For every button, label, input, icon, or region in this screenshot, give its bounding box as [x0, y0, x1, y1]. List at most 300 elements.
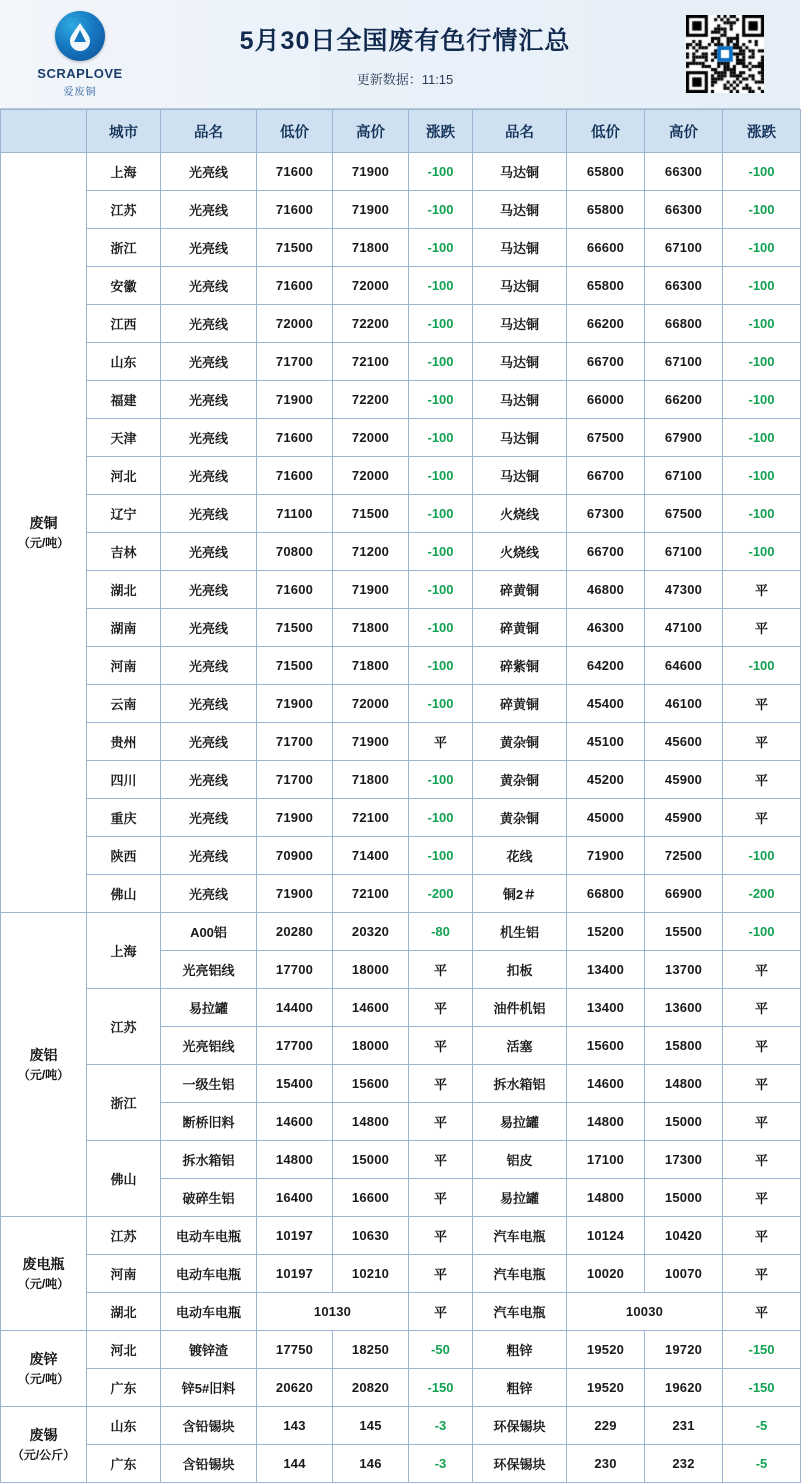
- cell-product-1: 光亮线: [161, 457, 257, 495]
- cell-change-1: -100: [409, 799, 473, 837]
- cell-product-2: 碎黄铜: [473, 609, 567, 647]
- cell-low-1: 71500: [257, 609, 333, 647]
- cell-change-1: 平: [409, 1027, 473, 1065]
- cell-low-1: 72000: [257, 305, 333, 343]
- cell-high-2: 19720: [645, 1331, 723, 1369]
- cell-change-1: -100: [409, 685, 473, 723]
- cell-change-2: -100: [723, 191, 801, 229]
- cell-product-2: 粗锌: [473, 1331, 567, 1369]
- cell-change-2: -200: [723, 875, 801, 913]
- cell-city: 广东: [87, 1445, 161, 1483]
- cell-high-2: 13700: [645, 951, 723, 989]
- cell-change-2: 平: [723, 951, 801, 989]
- cell-low-2: 45400: [567, 685, 645, 723]
- cell-product-1: 含铅锡块: [161, 1407, 257, 1445]
- cell-low-2: 66700: [567, 343, 645, 381]
- cell-product-2: 油件机铝: [473, 989, 567, 1027]
- cell-low-1: 71900: [257, 799, 333, 837]
- cell-change-2: -100: [723, 343, 801, 381]
- cell-low-1: 70800: [257, 533, 333, 571]
- table-row: [1, 1445, 801, 1483]
- cell-city: 湖南: [87, 609, 161, 647]
- cell-change-2: -100: [723, 457, 801, 495]
- cell-low-2: 66700: [567, 457, 645, 495]
- cell-city: 四川: [87, 761, 161, 799]
- cell-low-1: 16400: [257, 1179, 333, 1217]
- header-high-1: 高价: [333, 110, 409, 153]
- cell-high-2: 66800: [645, 305, 723, 343]
- header-group: [1, 110, 87, 153]
- cell-product-2: 铜2＃: [473, 875, 567, 913]
- cell-low-1: 14600: [257, 1103, 333, 1141]
- table-row: [1, 723, 801, 761]
- cell-change-2: -5: [723, 1407, 801, 1445]
- cell-high-1: 72100: [333, 875, 409, 913]
- cell-high-1: 72000: [333, 267, 409, 305]
- cell-product-1: 易拉罐: [161, 989, 257, 1027]
- cell-change-2: -150: [723, 1331, 801, 1369]
- cell-low-2: 65800: [567, 267, 645, 305]
- table-row: [1, 1141, 801, 1179]
- cell-change-2: 平: [723, 1293, 801, 1331]
- cell-city: 陕西: [87, 837, 161, 875]
- cell-low-1: 71600: [257, 267, 333, 305]
- cell-product-2: 马达铜: [473, 381, 567, 419]
- cell-change-2: 平: [723, 1103, 801, 1141]
- cell-low-1: 71900: [257, 381, 333, 419]
- cell-low-2: 15200: [567, 913, 645, 951]
- cell-change-1: -200: [409, 875, 473, 913]
- cell-product-2: 粗锌: [473, 1369, 567, 1407]
- droplet-logo-icon: [55, 11, 105, 61]
- cell-product-2: 黄杂铜: [473, 799, 567, 837]
- cell-city: 山东: [87, 1407, 161, 1445]
- cell-high-2: 45900: [645, 799, 723, 837]
- table-body: [1, 153, 801, 1483]
- brand-name: SCRAPLOVE: [37, 65, 123, 81]
- cell-change-1: -100: [409, 495, 473, 533]
- cell-product-1: 镀锌渣: [161, 1331, 257, 1369]
- cell-change-2: 平: [723, 1027, 801, 1065]
- cell-city: 浙江: [87, 229, 161, 267]
- page-title: 5月30日全国废有色行情汇总: [239, 26, 571, 55]
- cell-product-1: 光亮铝线: [161, 1027, 257, 1065]
- cell-high-1: 71900: [333, 153, 409, 191]
- cell-low-2: 67300: [567, 495, 645, 533]
- cell-city: 山东: [87, 343, 161, 381]
- cell-city: 江苏: [87, 191, 161, 229]
- cell-product-1: 光亮线: [161, 799, 257, 837]
- cell-change-2: 平: [723, 685, 801, 723]
- cell-product-1: 光亮线: [161, 761, 257, 799]
- cell-high-2: 67100: [645, 533, 723, 571]
- cell-high-1: 71500: [333, 495, 409, 533]
- cell-low-1: 20280: [257, 913, 333, 951]
- cell-high-2: 66300: [645, 153, 723, 191]
- cell-product-1: 电动车电瓶: [161, 1217, 257, 1255]
- cell-low-1: 71100: [257, 495, 333, 533]
- cell-product-2: 铝皮: [473, 1141, 567, 1179]
- cell-low-2: 66200: [567, 305, 645, 343]
- cell-change-1: -100: [409, 761, 473, 799]
- cell-high-1: 71800: [333, 761, 409, 799]
- header-low-1: 低价: [257, 110, 333, 153]
- cell-product-1: 光亮线: [161, 381, 257, 419]
- cell-product-2: 碎黄铜: [473, 571, 567, 609]
- cell-city: 佛山: [87, 875, 161, 913]
- cell-product-1: 光亮线: [161, 191, 257, 229]
- cell-product-2: 环保锡块: [473, 1407, 567, 1445]
- cell-low-2: 230: [567, 1445, 645, 1483]
- cell-change-2: -100: [723, 495, 801, 533]
- title-block: [160, 21, 650, 88]
- cell-change-1: -100: [409, 647, 473, 685]
- cell-change-1: -150: [409, 1369, 473, 1407]
- cell-city: 云南: [87, 685, 161, 723]
- cell-low-2: 66000: [567, 381, 645, 419]
- row-group-label: 废铜 （元/吨）: [1, 153, 87, 913]
- cell-high-2: 10070: [645, 1255, 723, 1293]
- cell-change-2: 平: [723, 799, 801, 837]
- cell-city: 福建: [87, 381, 161, 419]
- table-row: [1, 761, 801, 799]
- table-row: [1, 1407, 801, 1445]
- cell-city: 河北: [87, 1331, 161, 1369]
- cell-high-1: 72200: [333, 305, 409, 343]
- cell-product-1: 电动车电瓶: [161, 1255, 257, 1293]
- cell-low-1: 144: [257, 1445, 333, 1483]
- cell-high-1: 72000: [333, 457, 409, 495]
- table-row: [1, 1331, 801, 1369]
- cell-high-2: 45900: [645, 761, 723, 799]
- cell-change-2: 平: [723, 1141, 801, 1179]
- cell-product-2: 马达铜: [473, 267, 567, 305]
- cell-city: 佛山: [87, 1141, 161, 1217]
- cell-product-1: 破碎生铝: [161, 1179, 257, 1217]
- table-row: [1, 305, 801, 343]
- table-row: [1, 1217, 801, 1255]
- cell-high-1: 72100: [333, 799, 409, 837]
- cell-city: 贵州: [87, 723, 161, 761]
- cell-low-2: 66800: [567, 875, 645, 913]
- cell-price-1: 10130: [257, 1293, 409, 1331]
- cell-high-1: 71200: [333, 533, 409, 571]
- cell-product-2: 马达铜: [473, 229, 567, 267]
- cell-high-1: 71800: [333, 609, 409, 647]
- cell-high-2: 15000: [645, 1179, 723, 1217]
- cell-change-2: -100: [723, 533, 801, 571]
- cell-change-2: 平: [723, 989, 801, 1027]
- cell-high-1: 72200: [333, 381, 409, 419]
- cell-low-1: 71600: [257, 457, 333, 495]
- cell-city: 河南: [87, 1255, 161, 1293]
- cell-low-2: 71900: [567, 837, 645, 875]
- cell-low-2: 13400: [567, 989, 645, 1027]
- cell-high-2: 46100: [645, 685, 723, 723]
- cell-low-1: 15400: [257, 1065, 333, 1103]
- cell-high-1: 14600: [333, 989, 409, 1027]
- cell-high-2: 14800: [645, 1065, 723, 1103]
- cell-product-2: 碎紫铜: [473, 647, 567, 685]
- cell-high-2: 67100: [645, 229, 723, 267]
- cell-change-2: -100: [723, 381, 801, 419]
- cell-city: 湖北: [87, 1293, 161, 1331]
- cell-change-2: -100: [723, 153, 801, 191]
- brand-logo: [0, 11, 160, 98]
- cell-low-2: 19520: [567, 1369, 645, 1407]
- cell-product-1: 光亮线: [161, 723, 257, 761]
- cell-product-2: 马达铜: [473, 343, 567, 381]
- cell-change-1: -100: [409, 533, 473, 571]
- cell-low-2: 14800: [567, 1103, 645, 1141]
- table-row: [1, 685, 801, 723]
- cell-product-1: 光亮线: [161, 533, 257, 571]
- cell-product-1: 光亮线: [161, 647, 257, 685]
- cell-low-1: 71600: [257, 571, 333, 609]
- cell-low-2: 13400: [567, 951, 645, 989]
- cell-high-2: 232: [645, 1445, 723, 1483]
- cell-change-1: 平: [409, 1255, 473, 1293]
- header-city: 城市: [87, 110, 161, 153]
- cell-city: 河北: [87, 457, 161, 495]
- cell-high-1: 71800: [333, 647, 409, 685]
- cell-city: 上海: [87, 913, 161, 989]
- cell-change-2: 平: [723, 1179, 801, 1217]
- cell-low-2: 65800: [567, 191, 645, 229]
- cell-product-2: 花线: [473, 837, 567, 875]
- cell-product-1: 光亮线: [161, 495, 257, 533]
- cell-high-1: 146: [333, 1445, 409, 1483]
- header-change-1: 涨跌: [409, 110, 473, 153]
- cell-product-1: 光亮线: [161, 875, 257, 913]
- cell-change-1: 平: [409, 1217, 473, 1255]
- cell-high-1: 16600: [333, 1179, 409, 1217]
- table-row: [1, 989, 801, 1027]
- cell-low-2: 64200: [567, 647, 645, 685]
- cell-city: 江西: [87, 305, 161, 343]
- cell-product-2: 马达铜: [473, 191, 567, 229]
- cell-high-1: 20820: [333, 1369, 409, 1407]
- table-row: [1, 381, 801, 419]
- cell-product-1: 光亮线: [161, 419, 257, 457]
- table-row: [1, 1255, 801, 1293]
- table-row: [1, 1065, 801, 1103]
- cell-low-1: 10197: [257, 1255, 333, 1293]
- cell-high-1: 18250: [333, 1331, 409, 1369]
- cell-change-1: -100: [409, 229, 473, 267]
- cell-low-2: 65800: [567, 153, 645, 191]
- table-row: [1, 533, 801, 571]
- cell-high-1: 18000: [333, 1027, 409, 1065]
- cell-low-1: 70900: [257, 837, 333, 875]
- cell-product-2: 火烧线: [473, 533, 567, 571]
- cell-high-2: 47100: [645, 609, 723, 647]
- cell-high-2: 66300: [645, 267, 723, 305]
- table-header-row: [1, 110, 801, 153]
- cell-low-1: 71600: [257, 153, 333, 191]
- cell-high-2: 66300: [645, 191, 723, 229]
- cell-low-2: 17100: [567, 1141, 645, 1179]
- cell-product-2: 活塞: [473, 1027, 567, 1065]
- cell-change-1: -100: [409, 571, 473, 609]
- cell-high-1: 15600: [333, 1065, 409, 1103]
- cell-city: 河南: [87, 647, 161, 685]
- brand-subname: 爱废铜: [63, 86, 97, 98]
- cell-high-1: 10630: [333, 1217, 409, 1255]
- cell-change-2: -100: [723, 837, 801, 875]
- cell-change-1: 平: [409, 1179, 473, 1217]
- row-group-label: 废锌 （元/吨）: [1, 1331, 87, 1407]
- row-group-label: 废锡 （元/公斤）: [1, 1407, 87, 1483]
- cell-high-1: 72000: [333, 419, 409, 457]
- cell-product-1: 光亮线: [161, 837, 257, 875]
- cell-high-1: 71900: [333, 723, 409, 761]
- cell-city: 天津: [87, 419, 161, 457]
- cell-low-2: 45200: [567, 761, 645, 799]
- cell-change-2: 平: [723, 571, 801, 609]
- cell-change-2: 平: [723, 1065, 801, 1103]
- cell-product-2: 易拉罐: [473, 1179, 567, 1217]
- table-row: [1, 153, 801, 191]
- cell-change-1: -3: [409, 1445, 473, 1483]
- cell-change-2: 平: [723, 723, 801, 761]
- header-high-2: 高价: [645, 110, 723, 153]
- cell-city: 浙江: [87, 1065, 161, 1141]
- cell-low-1: 71900: [257, 875, 333, 913]
- cell-product-1: 含铅锡块: [161, 1445, 257, 1483]
- cell-change-1: -100: [409, 381, 473, 419]
- cell-change-2: -100: [723, 419, 801, 457]
- cell-product-1: 断桥旧料: [161, 1103, 257, 1141]
- cell-low-1: 143: [257, 1407, 333, 1445]
- cell-change-2: -5: [723, 1445, 801, 1483]
- cell-high-2: 231: [645, 1407, 723, 1445]
- cell-low-1: 71500: [257, 229, 333, 267]
- cell-product-2: 扣板: [473, 951, 567, 989]
- header-change-2: 涨跌: [723, 110, 801, 153]
- table-row: [1, 457, 801, 495]
- cell-high-2: 45600: [645, 723, 723, 761]
- cell-city: 上海: [87, 153, 161, 191]
- cell-product-1: 光亮铝线: [161, 951, 257, 989]
- header-name-1: 品名: [161, 110, 257, 153]
- cell-high-2: 67100: [645, 343, 723, 381]
- cell-low-2: 66600: [567, 229, 645, 267]
- cell-product-2: 马达铜: [473, 457, 567, 495]
- cell-change-1: -100: [409, 419, 473, 457]
- cell-low-1: 20620: [257, 1369, 333, 1407]
- cell-low-2: 10124: [567, 1217, 645, 1255]
- cell-high-2: 67900: [645, 419, 723, 457]
- table-row: [1, 913, 801, 951]
- cell-change-1: -80: [409, 913, 473, 951]
- cell-product-2: 机生铝: [473, 913, 567, 951]
- cell-product-2: 汽车电瓶: [473, 1293, 567, 1331]
- cell-change-1: 平: [409, 1293, 473, 1331]
- cell-low-1: 17750: [257, 1331, 333, 1369]
- cell-change-1: -3: [409, 1407, 473, 1445]
- cell-high-2: 47300: [645, 571, 723, 609]
- cell-product-2: 汽车电瓶: [473, 1255, 567, 1293]
- cell-high-2: 66900: [645, 875, 723, 913]
- cell-change-2: 平: [723, 1217, 801, 1255]
- cell-city: 重庆: [87, 799, 161, 837]
- cell-low-1: 10197: [257, 1217, 333, 1255]
- cell-product-2: 黄杂铜: [473, 723, 567, 761]
- cell-high-1: 71900: [333, 571, 409, 609]
- cell-product-1: 光亮线: [161, 571, 257, 609]
- table-row: [1, 1369, 801, 1407]
- cell-low-1: 14400: [257, 989, 333, 1027]
- cell-city: 江苏: [87, 989, 161, 1065]
- cell-product-2: 马达铜: [473, 419, 567, 457]
- table-row: [1, 419, 801, 457]
- cell-change-1: -100: [409, 191, 473, 229]
- cell-low-1: 71700: [257, 761, 333, 799]
- cell-low-1: 71700: [257, 343, 333, 381]
- cell-low-2: 45100: [567, 723, 645, 761]
- cell-high-2: 72500: [645, 837, 723, 875]
- cell-low-1: 71500: [257, 647, 333, 685]
- cell-product-1: 光亮线: [161, 229, 257, 267]
- cell-product-2: 汽车电瓶: [473, 1217, 567, 1255]
- cell-city: 广东: [87, 1369, 161, 1407]
- price-table: [0, 109, 801, 1483]
- cell-change-1: 平: [409, 1065, 473, 1103]
- cell-high-2: 66200: [645, 381, 723, 419]
- cell-high-1: 71400: [333, 837, 409, 875]
- cell-low-2: 10020: [567, 1255, 645, 1293]
- cell-high-1: 14800: [333, 1103, 409, 1141]
- cell-change-2: -100: [723, 267, 801, 305]
- cell-change-2: -100: [723, 913, 801, 951]
- cell-high-1: 15000: [333, 1141, 409, 1179]
- cell-change-1: -100: [409, 153, 473, 191]
- cell-high-2: 15500: [645, 913, 723, 951]
- cell-change-1: -100: [409, 457, 473, 495]
- cell-change-2: -100: [723, 229, 801, 267]
- cell-change-2: 平: [723, 761, 801, 799]
- cell-low-1: 17700: [257, 951, 333, 989]
- cell-change-1: -100: [409, 305, 473, 343]
- table-row: [1, 343, 801, 381]
- cell-low-2: 14800: [567, 1179, 645, 1217]
- cell-change-1: 平: [409, 1141, 473, 1179]
- cell-low-1: 71600: [257, 191, 333, 229]
- cell-high-1: 145: [333, 1407, 409, 1445]
- cell-city: 辽宁: [87, 495, 161, 533]
- cell-price-2: 10030: [567, 1293, 723, 1331]
- cell-product-2: 马达铜: [473, 153, 567, 191]
- table-row: [1, 647, 801, 685]
- cell-high-2: 67100: [645, 457, 723, 495]
- cell-low-1: 14800: [257, 1141, 333, 1179]
- table-row: [1, 609, 801, 647]
- cell-low-1: 17700: [257, 1027, 333, 1065]
- cell-change-1: 平: [409, 723, 473, 761]
- cell-product-1: 光亮线: [161, 305, 257, 343]
- cell-high-2: 15800: [645, 1027, 723, 1065]
- update-time: 更新数据：11:15: [356, 71, 454, 87]
- table-row: [1, 837, 801, 875]
- cell-product-1: 电动车电瓶: [161, 1293, 257, 1331]
- table-row: [1, 229, 801, 267]
- cell-low-2: 67500: [567, 419, 645, 457]
- table-row: [1, 267, 801, 305]
- cell-product-1: 一级生铝: [161, 1065, 257, 1103]
- table-row: [1, 191, 801, 229]
- page-header: [0, 0, 800, 109]
